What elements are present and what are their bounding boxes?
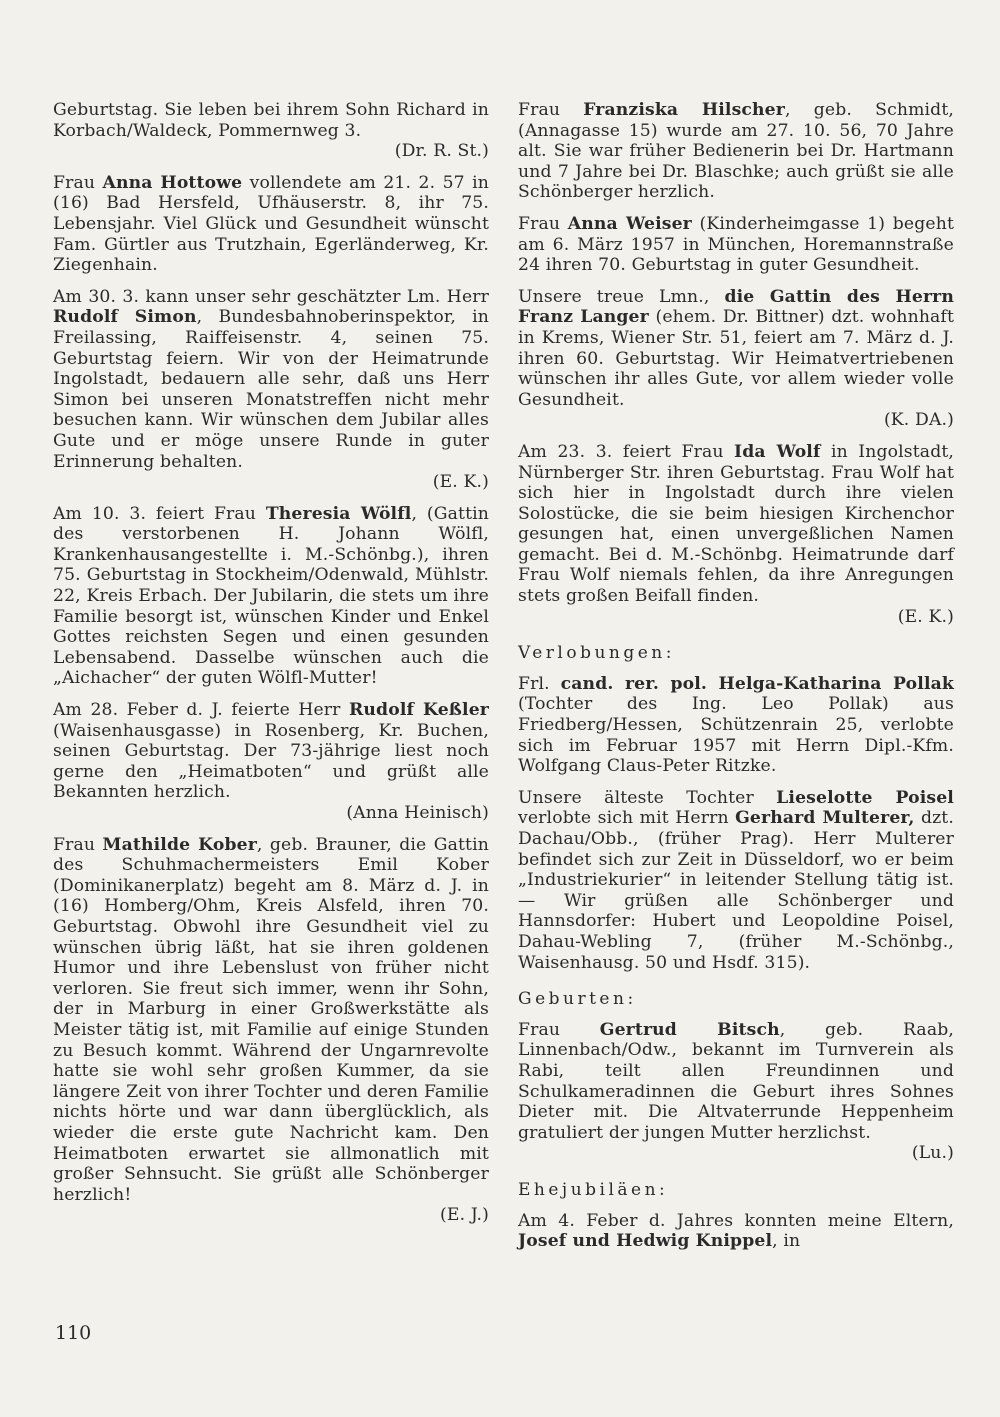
person-name: Mathilde Kober — [102, 834, 257, 855]
right-column — [518, 100, 954, 1263]
entry-text: Am 4. Feber d. Jahres konnten meine Eltern, — [518, 1210, 954, 1231]
entry-text: , geb. Brauner, die Gattin des Schuhmachermeisters Emil Kober (Dominikanerplatz) begeht am 8. März d. J. in (16) Homberg/Ohm, Kreis Alsfeld, ihren 70. Geburtstag. Obwohl ihre Gesundheit viel zu wünschen übrig läßt, hat sie ihren goldenen Humor und ihre Lebenslust von früher nicht verloren. Sie freut sich immer, wenn ihr Sohn, der in Marburg in einer Großwerkstätte als Meister tätig ist, mit Familie auf einige Stunden zu Besuch kommt. Während der Ungarnrevolte hatte sie wohl sehr großen Kummer, da sie längere Zeit von ihrer Tochter und deren Familie nichts hörte und war dann überglücklich, als wieder die erste gute Nachricht kam. Den Heimatboten erwartet sie allmonatlich mit großer Sehnsucht. Sie grüßt alle Schönberger herzlich! — [53, 834, 489, 1205]
left-column — [53, 100, 489, 1237]
person-name: Gerhard Multerer, — [735, 808, 915, 829]
author-initials: (E. K.) — [432, 472, 489, 493]
person-name: Franziska Hilscher — [583, 100, 785, 120]
entry-text: Frl. — [518, 673, 561, 694]
entry-text: Unsere älteste Tochter — [518, 787, 777, 808]
announcement-entry — [518, 1020, 954, 1164]
author-initials: (Lu.) — [911, 1143, 954, 1164]
entry-text: Frau — [518, 1019, 600, 1040]
entry-text: (ehem. Dr. Bittner) dzt. wohnhaft in Krems, Wiener Str. 51, feiert am 7. März d. J. ihren 60. Geburtstag. Wir Heimatvertriebenen wünschen ihr alles Gute, vor allem wieder volle Gesundheit. — [518, 307, 955, 410]
author-initials: (E. K.) — [897, 606, 954, 627]
entry-text: (Kinderheimgasse 1) begeht am 6. März 1957 in München, Horemannstraße 24 ihren 70. Geburtstag in guter Gesundheit. — [518, 213, 954, 276]
author-initials: (Dr. R. St.) — [394, 141, 489, 162]
section-heading: Geburten: — [518, 989, 637, 1010]
entry-text: Am 30. 3. kann unser sehr geschätzter Lm. Herr — [53, 286, 489, 307]
person-name: Anna Weiser — [567, 213, 692, 234]
announcement-entry — [518, 100, 954, 203]
author-initials: (E. J.) — [440, 1205, 489, 1226]
entry-text: Unsere treue Lmn., — [518, 286, 725, 307]
author-initials: (K. DA.) — [883, 410, 954, 431]
entry-text: (Tochter des Ing. Leo Pollak) aus Friedberg/Hessen, Schützenrain 25, verlobte sich im Februar 1957 mit Herrn Dipl.-Kfm. Wolfgang Claus-Peter Ritzke. — [518, 694, 954, 777]
page-number: 110 — [55, 1322, 92, 1344]
section-heading: Verlobungen: — [518, 643, 675, 664]
announcement-entry — [53, 287, 489, 493]
entry-text: Frau — [518, 100, 584, 120]
announcement-entry — [518, 674, 954, 777]
entry-text: , Bundesbahnoberinspektor, in Freilassing, Raiffeisenstr. 4, seinen 75. Geburtstag feiern. Wir von der Heimatrunde Ingolstadt, bedauern alle sehr, daß uns Herr Simon bei unseren Monatstreffen nicht mehr besuchen kann. Wir wünschen dem Jubilar alles Gute und er möge unsere Runde in guter Erinnerung behalten. — [53, 307, 490, 472]
person-name: cand. rer. pol. Helga-Katharina Pollak — [560, 673, 954, 694]
person-name: Anna Hottowe — [102, 172, 243, 193]
entry-text: in Ingolstadt, Nürnberger Str. ihren Geburtstag. Frau Wolf hat sich hier in Ingolstadt durch ihre vielen Solostücke, die sie beim hiesigen Kirchenchor gesungen hat, einen unvergeßlichen Namen gemacht. Bei d. M.-Schönbg. Heimatrunde darf Frau Wolf niemals fehlen, da ihre Anregungen stets großen Beifall finden. — [518, 441, 955, 607]
announcement-entry — [518, 214, 954, 276]
person-name: Rudolf Simon — [53, 307, 197, 328]
entry-text: , in — [772, 1231, 801, 1252]
person-name: Gertrud Bitsch — [599, 1019, 780, 1040]
entry-text: Am 10. 3. feiert Frau — [53, 503, 266, 524]
entry-text: Frau — [53, 172, 103, 193]
section-heading: Ehejubiläen: — [518, 1179, 669, 1200]
announcement-entry — [53, 700, 489, 824]
entry-text: , (Gattin des verstorbenen H. Johann Wölfl, Krankenhausangestellte i. M.-Schönbg.), ihren 75. Geburtstag in Stockheim/Odenwald, Mühlstr. 22, Kreis Erbach. Der Jubilarin, die stets um ihre Familie besorgt ist, wünschen Kinder und Enkel Gottes reichsten Segen und einen gesunden Lebensabend. Dasselbe wünschen auch die „Aichacher“ der guten Wölfl-Mutter! — [53, 503, 490, 689]
author-initials: (Anna Heinisch) — [346, 803, 489, 823]
entry-text: , geb. Raab, Linnenbach/Odw., bekannt im Turnverein als Rabi, teilt allen Freundinnen und Schulkameradinnen die Geburt ihres Sohnes Dieter mit. Die Altvaterrunde Heppenheim gratuliert der jungen Mutter herzlichst. — [518, 1019, 954, 1143]
entry-text: vollendete am 21. 2. 57 in (16) Bad Hersfeld, Ufhäuserstr. 8, ihr 75. Lebensjahr. Viel Glück und Gesundheit wünscht Fam. Gürtler aus Trutzhain, Egerländerweg, Kr. Ziegenhain. — [53, 172, 490, 276]
entry-text: Am 28. Feber d. J. feierte Herr — [53, 700, 349, 721]
person-name: Ida Wolf — [734, 441, 821, 462]
entry-text: Am 23. 3. feiert Frau — [518, 441, 735, 462]
person-name: Lieselotte Poisel — [776, 787, 954, 808]
announcement-entry — [53, 100, 489, 162]
announcement-entry — [53, 504, 489, 689]
announcement-entry — [53, 173, 489, 276]
announcement-entry — [518, 1211, 954, 1252]
person-name: Rudolf Keßler — [348, 700, 489, 721]
announcement-entry — [53, 835, 489, 1226]
person-name: Theresia Wölfl — [265, 503, 412, 524]
entry-text: Frau — [53, 834, 103, 855]
person-name: Josef und Hedwig Knippel — [518, 1231, 773, 1252]
entry-text: Frau — [518, 213, 568, 234]
entry-text: , geb. Schmidt, (Annagasse 15) wurde am 27. 10. 56, 70 Jahre alt. Sie war früher Bedienerin bei Dr. Hartmann und 7 Jahre bei Dr. Blaschke; auch grüßt sie alle Schönberger herzlich. — [518, 100, 954, 203]
entry-text: Geburtstag. Sie leben bei ihrem Sohn Richard in Korbach/Waldeck, Pommernweg 3. — [53, 100, 489, 141]
announcement-entry — [518, 442, 954, 627]
entry-text: dzt. Dachau/Obb., (früher Prag). Herr Multerer befindet sich zur Zeit in Düsseldorf, wo er beim „Industriekurier“ in leitender Stellung tätig ist. — Wir grüßen alle Schönberger und Hannsdorfer: Hubert und Leopoldine Poisel, Dahau-Webling 7, (früher M.-Schönbg., Waisenhausg. 50 und Hsdf. 315). — [518, 808, 954, 973]
announcement-entry — [518, 287, 954, 431]
person-name: die Gattin des Herrn Franz Langer — [518, 286, 955, 328]
entry-text: (Waisenhausgasse) in Rosenberg, Kr. Buchen, seinen Geburtstag. Der 73-jährige liest noch gerne den „Heimatboten“ und grüßt alle Bekannten herzlich. — [53, 720, 489, 803]
entry-text: verlobte sich mit Herrn — [518, 808, 736, 829]
announcement-entry — [518, 788, 954, 973]
